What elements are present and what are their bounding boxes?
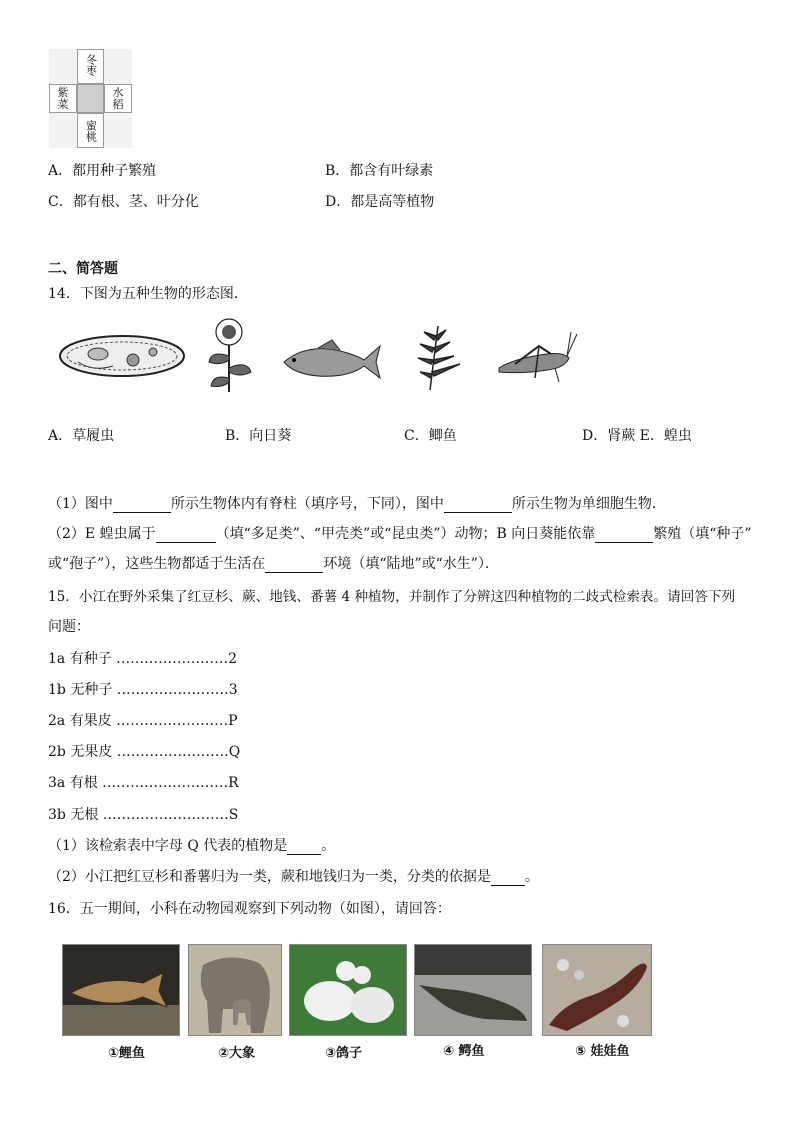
q15-sub2-text: （2）小江把红豆杉和番薯归为一类，蕨和地钱归为一类，分类的依据是 xyxy=(48,869,491,885)
q14-stem: 14．下图为五种生物的形态图． xyxy=(48,286,248,302)
key-row: 2a 有果皮 ……………………P xyxy=(48,713,238,729)
q16-stem: 16．五一期间，小科在动物园观察到下列动物（如图），请回答： xyxy=(48,901,451,917)
q14-label-b: B．向日葵 xyxy=(225,428,292,444)
salamander-photo xyxy=(542,944,652,1036)
crocodile-photo xyxy=(414,944,532,1036)
plant-cross-diagram xyxy=(49,49,132,148)
option-c: C．都有根、茎、叶分化 xyxy=(48,194,199,210)
key-row: 1a 有种子 ……………………2 xyxy=(48,651,238,667)
section-title: 二、简答题 xyxy=(48,261,118,277)
diagram-right-cell xyxy=(104,84,132,113)
sunflower-illustration xyxy=(203,316,255,394)
q16-caption-3: ③鸽子 xyxy=(325,1046,363,1061)
diagram-top-cell xyxy=(77,49,104,84)
paramecium-illustration xyxy=(58,332,188,380)
key-row: 3b 无根 ………………………S xyxy=(48,807,239,823)
diagram-corner xyxy=(104,113,132,148)
answer-blank[interactable] xyxy=(491,871,525,886)
q16-caption-1: ①鲤鱼 xyxy=(108,1046,146,1061)
diagram-bottom-cell xyxy=(77,113,104,148)
diagram-top-label: 冬枣 xyxy=(84,54,98,76)
carp-photo xyxy=(62,944,180,1036)
q15-stem-line2: 问题： xyxy=(48,619,90,635)
pigeon-photo xyxy=(289,944,407,1036)
answer-blank[interactable] xyxy=(156,528,216,543)
q14-sub1-text-a: （1）图中 xyxy=(48,496,113,512)
q16-caption-4: ④ 鳄鱼 xyxy=(443,1044,485,1059)
diagram-right-label: 水稻 xyxy=(112,86,124,111)
elephant-photo xyxy=(188,944,282,1036)
answer-blank[interactable] xyxy=(287,840,321,855)
q14-sub2 xyxy=(48,523,752,543)
key-row: 1b 无种子 ……………………3 xyxy=(48,682,238,698)
q14-sub1-text-b: 所示生物体内有脊柱（填序号，下同），图中 xyxy=(170,496,444,512)
key-row: 2b 无果皮 ……………………Q xyxy=(48,744,241,760)
answer-blank[interactable] xyxy=(113,498,171,513)
q14-sub3 xyxy=(48,553,499,573)
q14-sub1 xyxy=(48,493,666,513)
q15-sub2 xyxy=(48,866,539,886)
option-d: D．都是高等植物 xyxy=(325,194,435,210)
q15-sub1-end: 。 xyxy=(321,838,336,854)
diagram-corner xyxy=(49,113,77,148)
diagram-left-cell xyxy=(49,84,77,113)
q14-label-a: A．草履虫 xyxy=(48,428,115,444)
diagram-bottom-label: 蜜桃 xyxy=(84,120,98,142)
q14-sub1-text-c: 所示生物为单细胞生物． xyxy=(511,496,666,512)
diagram-left-label: 紫菜 xyxy=(57,86,69,111)
q15-sub1-text: （1）该检索表中字母 Q 代表的植物是 xyxy=(48,838,288,854)
diagram-center xyxy=(77,84,104,113)
fern-illustration xyxy=(412,322,468,392)
q14-sub3-text-b: 环境（填“陆地”或“水生”）． xyxy=(323,556,499,572)
q15-sub2-end: 。 xyxy=(524,869,539,885)
q14-sub2-text-a: （2）E 蝗虫属于 xyxy=(48,526,156,542)
q16-caption-2: ②大象 xyxy=(218,1046,256,1061)
option-b: B．都含有叶绿素 xyxy=(325,163,434,179)
crucian-carp-illustration xyxy=(278,338,382,384)
q14-sub2-text-c: 繁殖（填“种子” xyxy=(653,526,752,542)
q14-sub2-text-b: （填“多足类”、“甲壳类”或“昆虫类”）动物；B 向日葵能依靠 xyxy=(215,526,596,542)
q15-stem-line1: 15．小江在野外采集了红豆杉、蕨、地钱、番薯 4 种植物，并制作了分辨这四种植物的二歧式检索表。请回答下列 xyxy=(48,589,736,605)
q15-sub1 xyxy=(48,835,335,855)
q16-caption-5: ⑤ 娃娃鱼 xyxy=(575,1044,630,1059)
q14-label-c: C．鲫鱼 xyxy=(404,428,457,444)
q14-label-de: D．肾蕨 E．蝗虫 xyxy=(582,428,692,444)
q14-sub3-text-a: 或“孢子”），这些生物都适于生活在 xyxy=(48,556,266,572)
key-row: 3a 有根 ………………………R xyxy=(48,775,239,791)
answer-blank[interactable] xyxy=(444,498,512,513)
answer-blank[interactable] xyxy=(595,528,653,543)
locust-illustration xyxy=(495,330,579,386)
answer-blank[interactable] xyxy=(265,558,323,573)
option-a: A．都用种子繁殖 xyxy=(48,163,157,179)
diagram-corner xyxy=(104,49,132,84)
diagram-corner xyxy=(49,49,77,84)
